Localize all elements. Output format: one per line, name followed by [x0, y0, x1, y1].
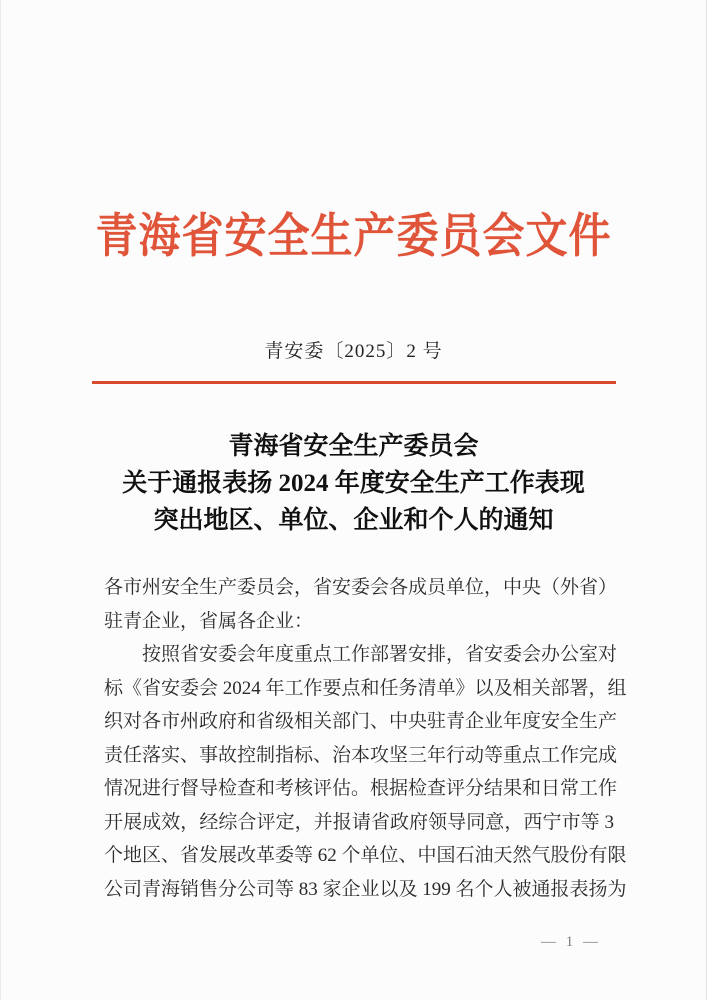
- document-number: 青安委〔2025〕2 号: [264, 341, 443, 362]
- body-line: 责任落实、事故控制指标、治本攻坚三年行动等重点工作完成: [104, 744, 618, 766]
- body-line: 标《省安委会 2024 年工作要点和任务清单》以及相关部署，组: [104, 677, 627, 699]
- red-separator-rule: [92, 381, 616, 384]
- notice-title-line-3: 突出地区、单位、企业和个人的通知: [153, 507, 554, 534]
- body-line: 按照省安委会年度重点工作部署安排，省安委会办公室对: [142, 644, 618, 665]
- notice-title-line-2: 关于通报表扬 2024 年度安全生产工作表现: [122, 470, 585, 497]
- body-line: 情况进行督导检查和考核评估。根据检查评分结果和日常工作: [104, 778, 618, 799]
- notice-title-line-1: 青海省安全生产委员会: [228, 433, 479, 460]
- body-line: 公司青海销售分公司等 83 家企业以及 199 名个人被通报表扬为: [104, 878, 627, 900]
- notice-body: [104, 571, 627, 906]
- body-line: 开展成效，经综合评定，并报请省政府领导同意，西宁市等 3: [104, 811, 614, 833]
- masthead-title: 青海省安全生产委员会文件: [95, 211, 612, 263]
- body-line: 各市州安全生产委员会，省安委会各成员单位，中央（外省）: [104, 577, 618, 598]
- page-number: — 1 —: [541, 934, 601, 950]
- body-line: 个地区、省发展改革委等 62 个单位、中国石油天然气股份有限: [104, 845, 627, 866]
- notice-title: [1, 428, 706, 539]
- body-line: 织对各市州政府和省级相关部门、中央驻青企业年度安全生产: [104, 711, 618, 732]
- body-line: 驻青企业，省属各企业：: [104, 610, 314, 632]
